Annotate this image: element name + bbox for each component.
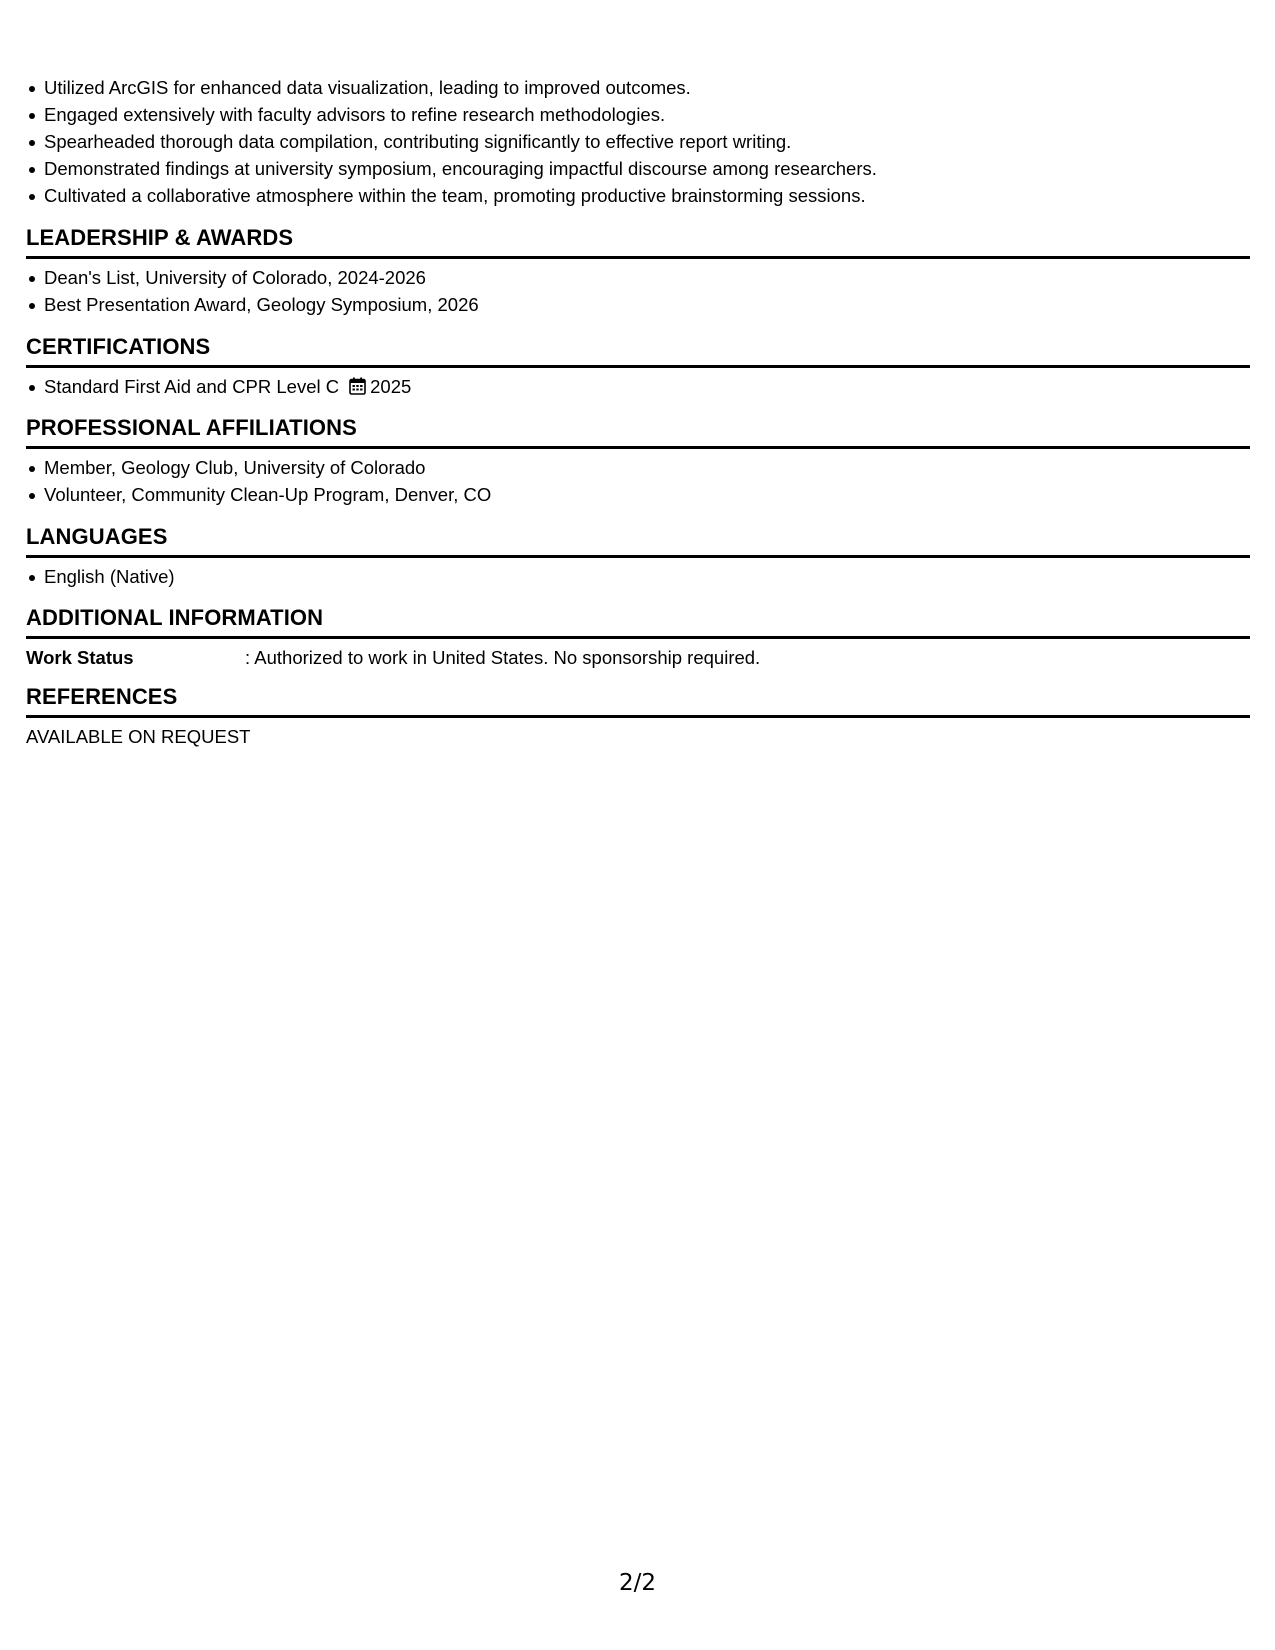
affiliation-item: Volunteer, Community Clean-Up Program, Denver, CO — [26, 481, 1250, 508]
work-status-label: Work Status — [26, 647, 134, 668]
leadership-item: Best Presentation Award, Geology Symposium, 2026 — [26, 291, 1250, 318]
experience-bullet: Spearheaded thorough data compilation, contributing significantly to effective report writing. — [26, 128, 1250, 155]
affiliations-section — [26, 414, 1250, 508]
language-item: English (Native) — [26, 563, 1250, 590]
leadership-section — [26, 224, 1250, 318]
languages-section — [26, 523, 1250, 590]
experience-continuation — [26, 0, 1250, 209]
languages-list — [26, 563, 1250, 590]
leadership-heading: LEADERSHIP & AWARDS — [26, 224, 1250, 259]
page-number: 2/2 — [618, 1570, 656, 1596]
additional-info-heading: ADDITIONAL INFORMATION — [26, 604, 1250, 639]
work-status-value: : Authorized to work in United States. No sponsorship required. — [245, 647, 761, 668]
certification-name: Standard First Aid and CPR Level C — [44, 376, 340, 397]
experience-bullet-list — [26, 74, 1250, 209]
leadership-list — [26, 264, 1250, 318]
experience-bullet: Utilized ArcGIS for enhanced data visualization, leading to improved outcomes. — [26, 74, 1250, 101]
affiliations-heading: PROFESSIONAL AFFILIATIONS — [26, 414, 1250, 449]
certifications-list — [26, 373, 1250, 400]
additional-info-section — [26, 604, 1250, 671]
affiliation-item: Member, Geology Club, University of Colorado — [26, 454, 1250, 481]
languages-heading: LANGUAGES — [26, 523, 1250, 558]
calendar-icon — [349, 377, 366, 395]
work-status-row — [26, 644, 1250, 671]
references-section — [26, 683, 1250, 750]
experience-bullet: Engaged extensively with faculty advisors to refine research methodologies. — [26, 101, 1250, 128]
certification-year: 2025 — [370, 376, 412, 397]
certifications-heading: CERTIFICATIONS — [26, 333, 1250, 368]
affiliations-list — [26, 454, 1250, 508]
certifications-section — [26, 333, 1250, 400]
references-text: AVAILABLE ON REQUEST — [26, 726, 251, 747]
experience-bullet: Cultivated a collaborative atmosphere within the team, promoting productive brainstorming sessions. — [26, 182, 1250, 209]
experience-bullet: Demonstrated findings at university symposium, encouraging impactful discourse among researchers. — [26, 155, 1250, 182]
resume-page — [26, 0, 1250, 750]
leadership-item: Dean's List, University of Colorado, 2024-2026 — [26, 264, 1250, 291]
references-heading: REFERENCES — [26, 683, 1250, 718]
certification-item — [26, 373, 1250, 400]
